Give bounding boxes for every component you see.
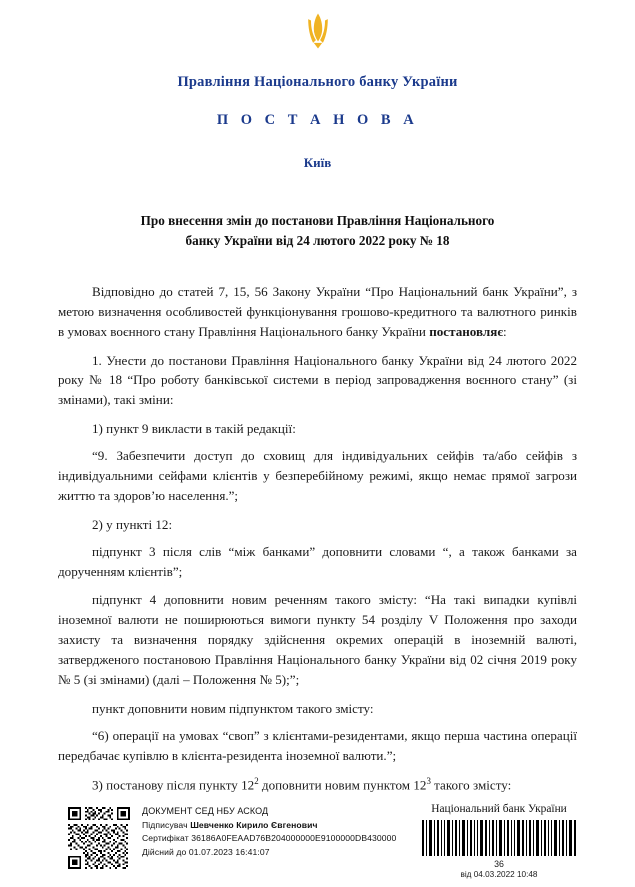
document-number: 36	[494, 859, 504, 869]
paragraph-item-1: 1) пункт 9 викласти в такій редакції:	[92, 421, 296, 437]
paragraph-intro-tail: :	[503, 323, 507, 339]
subject-line-2: банку України від 24 лютого 2022 року № 18	[185, 233, 450, 249]
sed-title: ДОКУМЕНТ СЕД НБУ АСКОД	[142, 806, 269, 816]
document-subject	[58, 211, 577, 252]
signer-line	[142, 819, 396, 832]
paragraph-item-2-new-sub-intro: пункт доповнити новим підпунктом такого змісту:	[92, 700, 374, 716]
signer-name: Шевченко Кирило Євгенович	[190, 819, 318, 830]
certificate-line: Сертифікат 36186A0FEAAD76B204000000E9100000DB430000	[142, 833, 397, 844]
ukraine-trident-emblem-icon	[304, 12, 332, 50]
barcode-icon	[420, 820, 578, 856]
qr-code-icon	[68, 807, 130, 869]
item-3-tail: такого змісту:	[430, 776, 512, 792]
item-3-prefix: 3) постанову після пункту 12	[92, 776, 255, 792]
document-body	[58, 282, 577, 795]
paragraph-intro-text: Відповідно до статей 7, 15, 56 Закону України “Про Національний банк України”, з метою визначення особливостей функціонування грошово-кредитного та валютного ринків в умовах воєнного стану Правління Національного банку України	[58, 283, 577, 339]
signer-label: Підписувач	[142, 819, 191, 830]
paragraph-item-3	[58, 775, 577, 795]
paragraph-item-2: 2) у пункті 12:	[92, 516, 173, 532]
document-date: від 04.03.2022 10:48	[460, 870, 538, 879]
item-3-middle: доповнити новим пунктом 12	[258, 776, 427, 792]
organization-title: Правління Національного банку України	[177, 74, 458, 90]
paragraph-clause-1: 1. Унести до постанови Правління Національного банку України від 24 лютого 2022 року № 18 “Про роботу банківської системи в період запровадження воєнного стану” (зі змінами), такі зміни:	[58, 352, 577, 408]
subject-line-1: Про внесення змін до постанови Правління Національного	[140, 213, 495, 228]
valid-until-line: Дійсний до 01.07.2023 16:41:07	[142, 846, 270, 857]
paragraph-intro-emphasis: постановляє	[429, 323, 503, 339]
paragraph-item-2-new-sub-text: “6) операції на умовах “своп” з клієнтами-резидентами, якщо перша частина операції передбачає купівлю в клієнта-резидента іноземної валюти.”;	[58, 727, 577, 763]
paragraph-item-1-quote: “9. Забезпечити доступ до сховищ для індивідуальних сейфів та/або сейфів з індивідуальними сейфами клієнтів у безперебійному режимі, якщо немає прямої загрози життю та здоров’ю населення.”;	[58, 448, 577, 503]
bank-barcode-block	[419, 803, 579, 879]
bank-label: Національний банк України	[431, 803, 567, 815]
document-type-title: П О С Т А Н О В А	[216, 112, 419, 128]
paragraph-item-2-sub-3: підпункт 3 після слів “між банками” доповнити словами “, а також банками за дорученням клієнтів”;	[58, 543, 577, 579]
city-label: Київ	[303, 155, 332, 170]
document-footer	[0, 795, 635, 887]
item-3-superscript-1: 2	[254, 775, 259, 786]
emblem-container	[58, 0, 577, 58]
paragraph-item-2-sub-4: підпункт 4 доповнити новим реченням такого змісту: “На такі випадки купівлі іноземної валюти не поширюються вимоги пункту 54 розділу V Положення про заходи захисту та визначення порядку здійснення окремих операцій в іноземній валюті, затвердженого постановою Правління Національного банку України від 02 січня 2019 року № 5 (зі змінами) (далі – Положення № 5);”;	[58, 592, 577, 688]
item-3-superscript-2: 3	[426, 775, 431, 786]
sed-signature-block	[142, 805, 396, 859]
paragraph-intro	[58, 282, 577, 342]
